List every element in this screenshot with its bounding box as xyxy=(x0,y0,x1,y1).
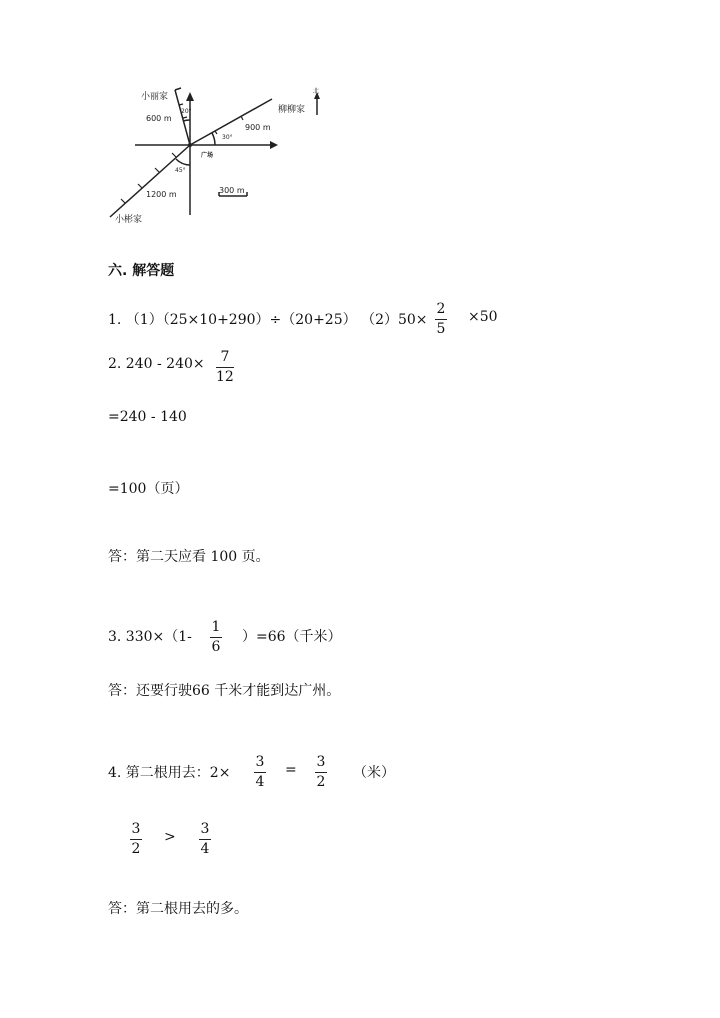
q4-fraction-2 xyxy=(315,755,327,790)
q4-cmp-right-den: 4 xyxy=(200,841,210,857)
label-xiaobin-angle: 45° xyxy=(175,167,186,174)
label-north: 北 xyxy=(313,88,320,95)
q4-frac2-num: 3 xyxy=(316,754,326,770)
label-xiaoli-distance: 600 m xyxy=(146,114,172,123)
q2-step2: =100（页） xyxy=(108,481,189,497)
q4-fraction-1 xyxy=(254,755,266,790)
label-xiaobin: 小彬家 xyxy=(115,215,143,225)
q1-tail: ×50 xyxy=(468,309,498,325)
q3-answer: 答：还要行驶66 千米才能到达广州。 xyxy=(108,683,341,699)
q4-answer: 答：第二根用去的多。 xyxy=(108,901,248,917)
q2-step1: =240 - 140 xyxy=(108,409,187,425)
q1-frac-num: 2 xyxy=(436,301,446,317)
xiaobin-route xyxy=(110,145,190,217)
q2-text: 2. 240 - 240× xyxy=(108,356,205,372)
q4-equals: = xyxy=(285,762,297,778)
q4-unit: （米） xyxy=(353,765,395,781)
q3-fraction xyxy=(210,620,222,655)
label-liuliu-angle: 30° xyxy=(222,134,233,141)
section-title: 六. 解答题 xyxy=(108,263,175,279)
label-xiaobin-distance: 1200 m xyxy=(146,190,177,199)
east-arrow xyxy=(270,141,278,149)
label-square: 广场 xyxy=(201,152,214,159)
q2-frac-num: 7 xyxy=(220,349,230,365)
q4-cmp-right-num: 3 xyxy=(200,821,210,837)
q3-frac-num: 1 xyxy=(211,619,221,635)
q1-text: 1. （1）（25×10+290）÷（20+25） （2）50× xyxy=(108,312,428,328)
q4-text: 4. 第二根用去：2× xyxy=(108,765,231,781)
label-scale: 300 m xyxy=(219,186,245,195)
north-arrow xyxy=(186,92,194,101)
q4-cmp-left-num: 3 xyxy=(131,821,141,837)
q3-frac-den: 6 xyxy=(211,639,221,655)
direction-diagram xyxy=(0,0,720,240)
angle-arc-xiaoli xyxy=(183,120,190,121)
angle-arc-xiaobin xyxy=(176,159,190,165)
label-liuliu-distance: 900 m xyxy=(245,123,271,132)
q4-frac2-den: 2 xyxy=(316,774,326,790)
q4-compare-right xyxy=(199,822,211,857)
q4-compare-left xyxy=(130,822,142,857)
q3-text: 3. 330×（1- xyxy=(108,629,192,645)
q2-frac-den: 12 xyxy=(216,369,234,385)
q4-cmp-left-den: 2 xyxy=(131,841,141,857)
q1-fraction xyxy=(435,302,447,337)
q4-frac1-den: 4 xyxy=(255,774,265,790)
q4-frac1-num: 3 xyxy=(255,754,265,770)
q3-tail: ）=66（千米） xyxy=(242,629,342,645)
q4-compare-sign: > xyxy=(164,829,176,845)
q2-fraction xyxy=(216,350,234,385)
q1-frac-den: 5 xyxy=(436,321,446,337)
angle-arc-liuliu xyxy=(212,133,215,145)
label-xiaoli-angle: 20° xyxy=(181,108,192,115)
label-xiaoli: 小丽家 xyxy=(141,92,169,102)
label-liuliu: 柳柳家 xyxy=(278,105,306,115)
q2-answer: 答：第二天应看 100 页。 xyxy=(108,549,270,565)
